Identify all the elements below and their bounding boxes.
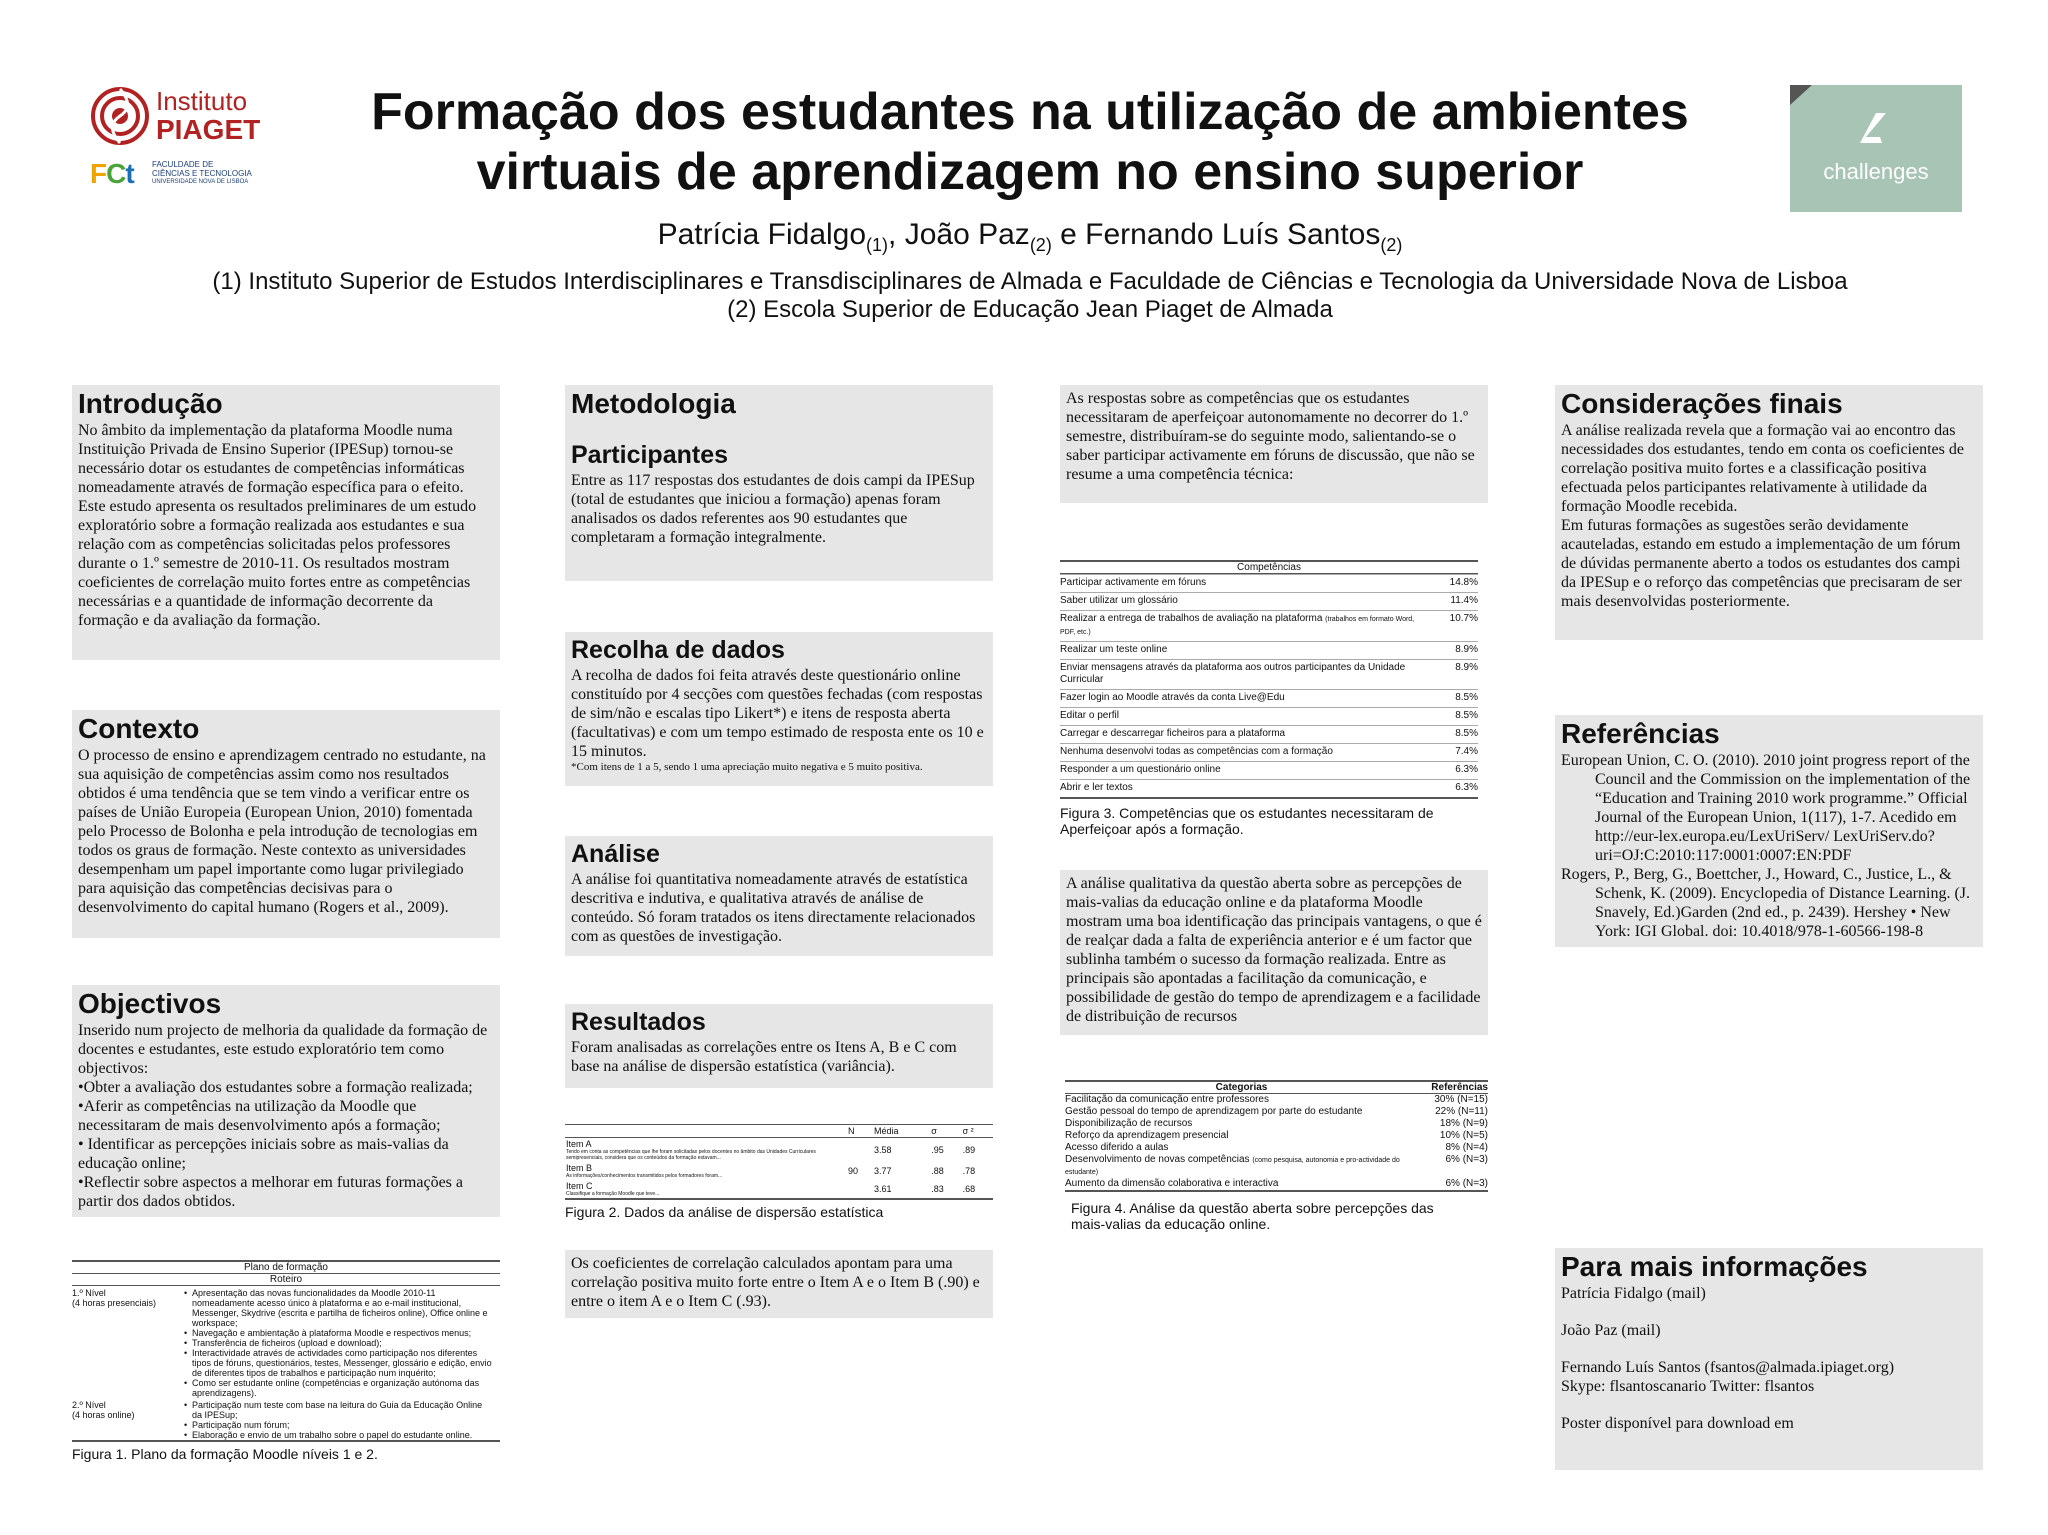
- level-hours: (4 horas online): [72, 1410, 135, 1420]
- cell-media: 3.61: [873, 1184, 892, 1194]
- objective-item: •Reflectir sobre aspectos a melhorar em futuras formações a partir dos dados obtidos.: [78, 1174, 463, 1210]
- row-label: Realizar a entrega de trabalhos de avaliação na plataforma: [1060, 613, 1323, 624]
- row-value: 6% (N=3): [1445, 1178, 1488, 1189]
- section-text: A análise foi quantitativa nomeadamente através de estatística descritiva e indutiva, e qualitativa através de análise de conteúdo. Só foram tratados os itens directamente relacionados com as questões de investigação.: [571, 871, 976, 945]
- section-recolha: [565, 632, 993, 786]
- section-analise: [565, 836, 993, 956]
- table-row: [1065, 1094, 1488, 1106]
- figure-4-caption-line1: Figura 4. Análise da questão aberta sobre percepções das: [1071, 1200, 1434, 1216]
- figure-2: [565, 1124, 993, 1220]
- info-line: Poster disponível para download em: [1561, 1415, 1794, 1432]
- section-note: *Com itens de 1 a 5, sendo 1 uma apreciação muito negativa e 5 muito positiva.: [571, 761, 923, 773]
- item-label: Item A: [566, 1139, 592, 1149]
- plan-item: • Transferência de ficheiros (upload e download);: [184, 1338, 494, 1348]
- plan-item: • Participação num teste com base na leitura do Guia da Educação Online da IPESup;: [184, 1400, 494, 1420]
- figure-1: [72, 1260, 500, 1462]
- item-label: Item C: [566, 1181, 593, 1191]
- row-label: Abrir e ler textos: [1060, 782, 1133, 793]
- section-heading: Considerações finais: [1561, 388, 1843, 419]
- reference-item: European Union, C. O. (2010). 2010 joint progress report of the Council and the Commission on the implementation of the “Education and Training 2010 work programme.” Official Journal of the European Union, 1(117), 1-7. Acedido em http://eur-lex.europa.eu/LexUriServ/ LexUriServ.do?uri=OJ:C:2010:117:0001:0007:EN:PDF: [1561, 752, 1971, 864]
- section-text: No âmbito da implementação da plataforma Moodle numa Instituição Privada de Ensino Superior (IPESup) tornou-se necessário dotar os estudantes de competências informáticas nomeadamente através de formação específica para o efeito. Este estudo apresenta os resultados preliminares de um estudo exploratório sobre a formação realizada aos estudantes e sua relação com as competências solicitadas pelos professores durante o 1.º semestre de 2010-11. Os resultados mostram coeficientes de correlação muito fortes entre as competências necessárias e a quantidade de informação decorrente da formação e da avaliação da formação.: [78, 422, 477, 629]
- row-value: 8.9%: [1455, 662, 1478, 673]
- section-heading: Resultados: [571, 1008, 706, 1036]
- table-row: [1065, 1154, 1488, 1178]
- section-coeficientes: [565, 1250, 993, 1318]
- section-text: Foram analisadas as correlações entre os Itens A, B e C com base na análise de dispersão estatística (variância).: [571, 1039, 957, 1075]
- author-name: Fernando Luís Santos: [1085, 218, 1381, 251]
- author-name: João Paz: [904, 218, 1030, 251]
- row-label: Carregar e descarregar ficheiros para a plataforma: [1060, 728, 1286, 739]
- figure-4-header: [1065, 1080, 1488, 1094]
- section-heading: Metodologia: [571, 388, 736, 419]
- piaget-logo: [90, 84, 260, 148]
- row-value: 30% (N=15): [1434, 1094, 1488, 1105]
- table-row: [1065, 1142, 1488, 1154]
- figure-4-caption-line2: mais-valias da educação online.: [1071, 1216, 1271, 1232]
- table-row: [1060, 707, 1478, 725]
- table-row: [565, 1180, 993, 1199]
- figure-1-subheader: Roteiro: [72, 1274, 500, 1286]
- row-value: 10% (N=5): [1439, 1130, 1488, 1141]
- subsection-heading: Participantes: [571, 441, 729, 469]
- table-row: [1060, 779, 1478, 797]
- section-text: Os coeficientes de correlação calculados apontam para uma correlação positiva muito forte entre o Item A e o Item B (.90) e entre o item A e o Item C (.93).: [571, 1255, 980, 1310]
- level-label: 1.º Nível: [72, 1288, 106, 1298]
- section-resultados: [565, 1004, 993, 1088]
- plan-item: • Como ser estudante online (competências e organização autónoma das aprendizagens).: [184, 1378, 494, 1398]
- objective-item: • Identificar as percepções iniciais sobre as mais-valias da educação online;: [78, 1136, 449, 1172]
- section-heading: Objectivos: [78, 988, 222, 1019]
- row-label: Facilitação da comunicação entre professores: [1065, 1094, 1269, 1105]
- piaget-logo-piaget: PIAGET: [156, 114, 261, 145]
- row-value: 6% (N=3): [1445, 1154, 1488, 1165]
- table-row: [1060, 761, 1478, 779]
- fct-logo: [90, 160, 260, 190]
- col-header: Média: [873, 1126, 899, 1136]
- challenges-mark-icon: [1790, 85, 1962, 212]
- col-header: σ: [931, 1126, 937, 1136]
- title-line-1: Formação dos estudantes na utilização de ambientes: [371, 83, 1689, 141]
- section-heading: Contexto: [78, 713, 200, 744]
- cell-sd: .95: [931, 1145, 944, 1155]
- row-label: Responder a um questionário online: [1060, 764, 1221, 775]
- cell-sd: .83: [931, 1184, 944, 1194]
- plan-item: • Elaboração e envio de um trabalho sobre o papel do estudante online.: [184, 1430, 494, 1440]
- affiliations: [150, 268, 1910, 324]
- figure-1-row-level1: [72, 1286, 500, 1398]
- section-objectivos: [72, 985, 500, 1217]
- cell-var: .78: [962, 1166, 976, 1176]
- info-line: Patrícia Fidalgo (mail): [1561, 1285, 1706, 1302]
- figure-3: [1060, 560, 1478, 837]
- col-header: Categorias: [1215, 1082, 1268, 1093]
- author-affil: (1): [866, 235, 889, 255]
- author-affil: (2): [1029, 235, 1052, 255]
- row-value: 22% (N=11): [1435, 1106, 1488, 1117]
- row-label: Participar activamente em fóruns: [1060, 577, 1207, 588]
- row-label: Realizar um teste online: [1060, 644, 1168, 655]
- item-desc: Tendo em conta as competências que lhe foram solicitadas pelos docentes no âmbito das Unidades Curriculares semipresenciais, considera que os conteúdos da formação estavam...: [566, 1149, 816, 1161]
- section-heading: Introdução: [78, 388, 223, 419]
- table-row: [1065, 1118, 1488, 1130]
- objective-item: •Aferir as competências na utilização da Moodle que necessitaram de mais desenvolvimento após a formação;: [78, 1098, 441, 1134]
- figure-1-row-level2: [72, 1398, 500, 1442]
- level-hours: (4 horas presenciais): [72, 1298, 157, 1308]
- section-heading: Para mais informações: [1561, 1251, 1868, 1282]
- section-consideracoes: [1555, 385, 1983, 640]
- row-value: 8.9%: [1455, 644, 1478, 655]
- plan-item: • Participação num fórum;: [184, 1420, 494, 1430]
- row-label: Disponibilização de recursos: [1065, 1118, 1193, 1129]
- col-header: σ ²: [962, 1126, 974, 1136]
- affiliation-1: (1) Instituto Superior de Estudos Interdisciplinares e Transdisciplinares de Almada e Faculdade de Ciências e Tecnologia da Universidade Nova de Lisboa: [212, 268, 1848, 295]
- row-value: 6.3%: [1455, 782, 1478, 793]
- cell-media: 3.58: [873, 1145, 892, 1155]
- item-desc: Classifique a formação Moodle que teve...: [566, 1191, 660, 1197]
- section-text: Em futuras formações as sugestões serão devidamente acauteladas, estando em estudo a implementação de um fórum de dúvidas permanente aberto a todos os estudantes dos campi da IPESup e o reforço das competências que precisaram de ser mais desenvolvidas posteriormente.: [1561, 517, 1962, 610]
- figure-2-caption: Figura 2. Dados da análise de dispersão estatística: [565, 1204, 884, 1220]
- piaget-spiral-icon: [90, 86, 150, 146]
- section-text: Inserido num projecto de melhoria da qualidade da formação de docentes e estudantes, este estudo exploratório tem como objectivos:: [78, 1022, 488, 1077]
- section-text: A análise qualitativa da questão aberta sobre as percepções de mais-valias da educação online e da plataforma Moodle mostram uma boa identificação das principais vantagens, o que é de realçar dada a falta de experiência anterior e é um factor que sublinha também o sucesso da formação realizada. Entre as principais são apontadas a facilitação da comunicação, e possibilidade de gestão do tempo de aprendizagem e a facilidade de distribuição de recursos: [1066, 875, 1482, 1025]
- info-line: Fernando Luís Santos (fsantos@almada.ipiaget.org): [1561, 1359, 1895, 1376]
- section-referencias: [1555, 715, 1983, 947]
- cell-media: 3.77: [873, 1166, 892, 1176]
- table-row: [1060, 592, 1478, 610]
- row-label: Fazer login ao Moodle através da conta Live@Edu: [1060, 692, 1285, 703]
- section-introducao: [72, 385, 500, 660]
- row-label: Reforço da aprendizagem presencial: [1065, 1130, 1229, 1141]
- plan-item: • Navegação e ambientação à plataforma Moodle e respectivos menus;: [184, 1328, 494, 1338]
- reference-item: Rogers, P., Berg, G., Boettcher, J., Howard, C., Justice, L., & Schenk, K. (2009). Encyclopedia of Distance Learning. (J. Snavely, Ed.)Garden (2nd ed., p. 2439). Hershey • New York: IGI Global. doi: 10.4018/978-1-60566-198-8: [1561, 866, 1970, 940]
- section-text: Entre as 117 respostas dos estudantes de dois campi da IPESup (total de estudantes que iniciou a formação) apenas foram analisados os dados referentes aos 90 estudantes que completaram a formação integralmente.: [571, 472, 975, 546]
- piaget-logo-instituto: Instituto: [156, 86, 248, 116]
- figure-3-caption: Figura 3. Competências que os estudantes necessitaram de Aperfeiçoar após a formação.: [1060, 805, 1434, 837]
- authors: [330, 218, 1730, 256]
- row-value: 11.4%: [1450, 595, 1478, 606]
- table-row: [1065, 1178, 1488, 1190]
- info-line: João Paz (mail): [1561, 1322, 1661, 1339]
- figure-4-caption: [1065, 1200, 1488, 1232]
- challenges-logo-text: challenges: [1823, 159, 1929, 184]
- level-label: 2.º Nível: [72, 1400, 106, 1410]
- info-line: Skype: flsantoscanario Twitter: flsantos: [1561, 1378, 1815, 1395]
- row-value: 8% (N=4): [1445, 1142, 1488, 1153]
- row-label: Acesso diferido a aulas: [1065, 1142, 1169, 1153]
- item-label: Item B: [566, 1163, 593, 1173]
- challenges-logo: [1790, 85, 1962, 212]
- section-metodologia: [565, 385, 993, 581]
- table-row: [1060, 610, 1478, 641]
- section-text: A recolha de dados foi feita através deste questionário online constituído por 4 secções com questões fechadas (com respostas de sim/não e escalas tipo Likert*) e itens de resposta aberta (facultativas) e com um tempo estimado de resposta ente os 10 e 15 minutos.: [571, 667, 984, 760]
- item-desc: As informações/conhecimentos transmitidos pelos formadores foram...: [566, 1173, 723, 1179]
- row-value: 8.5%: [1455, 692, 1478, 703]
- table-row: [565, 1138, 993, 1163]
- section-heading: Referências: [1561, 718, 1720, 749]
- figure-1-caption: Figura 1. Plano da formação Moodle níveis 1 e 2.: [72, 1446, 378, 1462]
- section-text: O processo de ensino e aprendizagem centrado no estudante, na sua aquisição de competências assim como nos resultados obtidos é uma tendência que se tem vindo a verificar entre os países de União Europeia (European Union, 2010) fomentada pelo Processo de Bolonha e pela introdução de tecnologias em todos os graus de formação. Neste contexto as universidades desempenham um papel importante como lugar privilegiado para aquisição das competências decisivas para o desenvolvimento do capital humano (Rogers et al., 2009).: [78, 747, 486, 916]
- row-note: (trabalhos em formato Word, PDF, etc.): [1060, 616, 1415, 636]
- title-line-2: virtuais de aprendizagem no ensino superior: [476, 143, 1584, 201]
- poster-title: [330, 82, 1730, 202]
- cell-var: .89: [962, 1145, 976, 1155]
- fct-logo-line3: UNIVERSIDADE NOVA DE LISBOA: [152, 179, 249, 185]
- table-row: [565, 1162, 993, 1180]
- table-row: [1060, 641, 1478, 659]
- author-sep: e: [1051, 218, 1086, 251]
- fct-logo-line1: FACULDADE DE: [152, 160, 214, 169]
- section-heading: Recolha de dados: [571, 636, 785, 664]
- table-row: [1060, 725, 1478, 743]
- objective-item: •Obter a avaliação dos estudantes sobre a formação realizada;: [78, 1079, 473, 1096]
- fct-logo-line2: CIÊNCIAS E TECNOLOGIA: [152, 169, 252, 178]
- table-row: [1060, 689, 1478, 707]
- row-label: Editar o perfil: [1060, 710, 1119, 721]
- section-info: [1555, 1248, 1983, 1470]
- author-affil: (2): [1380, 235, 1403, 255]
- figure-4-rows: [1065, 1094, 1488, 1192]
- plan-item: • Apresentação das novas funcionalidades da Moodle 2010-11 nomeadamente acesso único à plataforma e ao e-mail institucional, Messenger, Skydrive (escrita e partilha de ficheiros online), Office online e workspace;: [184, 1288, 494, 1328]
- figure-3-header: Competências: [1060, 560, 1478, 574]
- table-row: [1060, 574, 1478, 592]
- figure-3-rows: [1060, 574, 1478, 799]
- section-contexto: [72, 710, 500, 938]
- section-text: As respostas sobre as competências que os estudantes necessitaram de aperfeiçoar autonomamente no decorrer do 1.º semestre, distribuíram-se do seguinte modo, salientando-se o saber participar activamente em fóruns de discussão, que não se resume a uma competência técnica:: [1066, 390, 1475, 483]
- table-row: [1060, 743, 1478, 761]
- row-label: Desenvolvimento de novas competências: [1065, 1154, 1250, 1165]
- row-value: 8.5%: [1455, 728, 1478, 739]
- col-header: Referências: [1431, 1082, 1488, 1093]
- fct-logo-mark: FCt: [90, 158, 134, 189]
- row-label: Enviar mensagens através da plataforma aos outros participantes da Unidade Curricular: [1060, 662, 1406, 685]
- col-header: N: [848, 1126, 855, 1136]
- figure-1-title: Plano de formação: [72, 1260, 500, 1274]
- cell-sd: .88: [931, 1166, 944, 1176]
- row-value: 6.3%: [1455, 764, 1478, 775]
- row-value: 7.4%: [1455, 746, 1478, 757]
- table-row: [1060, 659, 1478, 689]
- table-row: [1065, 1130, 1488, 1142]
- row-label: Saber utilizar um glossário: [1060, 595, 1178, 606]
- author-sep: ,: [888, 218, 905, 251]
- row-note: (como pesquisa, autonomia e pro-actividade do estudante): [1065, 1157, 1400, 1176]
- row-value: 8.5%: [1455, 710, 1478, 721]
- row-value: 14.8%: [1449, 577, 1478, 588]
- section-qualitativa: [1060, 870, 1488, 1035]
- row-value: 10.7%: [1449, 613, 1478, 624]
- section-heading: Análise: [571, 840, 660, 868]
- author-name: Patrícia Fidalgo: [657, 218, 867, 251]
- cell-var: .68: [962, 1184, 976, 1194]
- table-row: [1065, 1106, 1488, 1118]
- row-value: 18% (N=9): [1439, 1118, 1488, 1129]
- affiliation-2: (2) Escola Superior de Educação Jean Piaget de Almada: [727, 296, 1333, 323]
- cell-n: 90: [848, 1166, 859, 1176]
- row-label: Aumento da dimensão colaborativa e interactiva: [1065, 1178, 1279, 1189]
- row-label: Gestão pessoal do tempo de aprendizagem por parte do estudante: [1065, 1106, 1363, 1117]
- row-label: Nenhuma desenvolvi todas as competências com a formação: [1060, 746, 1333, 757]
- figure-2-table: [565, 1124, 993, 1200]
- plan-item: • Interactividade através de actividades como participação nos diferentes tipos de fóruns, questionários, testes, Messenger, glossário e edição, envio de diferentes tipos de trabalhos e participação num inquérito;: [184, 1348, 494, 1378]
- figure-4: [1065, 1080, 1488, 1232]
- section-text: A análise realizada revela que a formação vai ao encontro das necessidades dos estudantes, tendo em conta os coeficientes de correlação positiva muito fortes e a classificação positiva efectuada pelos participantes relativamente à utilidade da formação Moodle recebida.: [1561, 422, 1964, 515]
- section-respostas: [1060, 385, 1488, 503]
